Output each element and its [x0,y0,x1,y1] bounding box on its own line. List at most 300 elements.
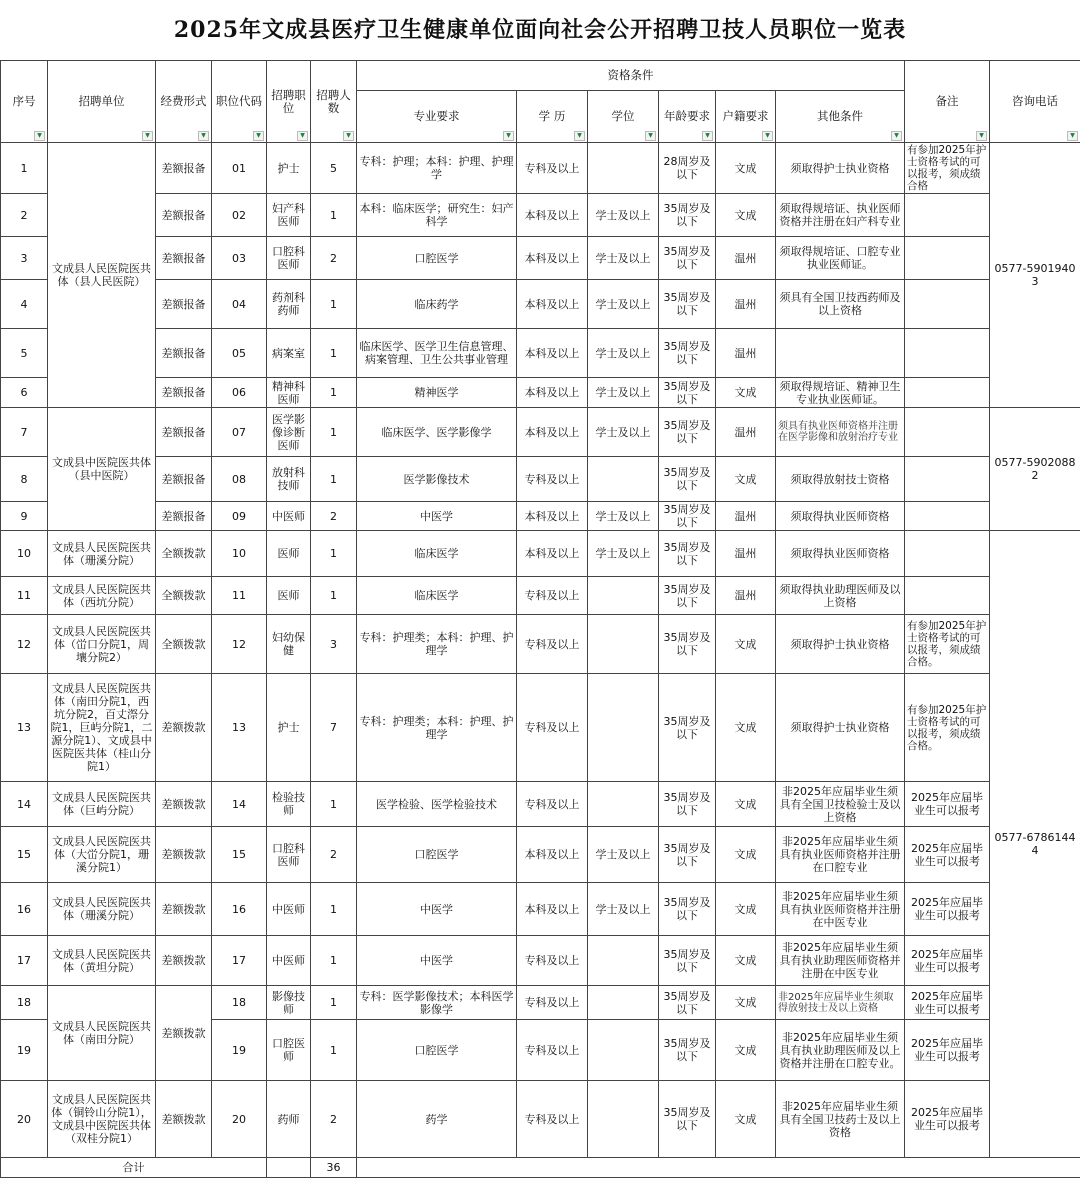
cell-degree [588,577,659,615]
cell-remarks [905,194,990,237]
cell-other: 须取得规培证、精神卫生专业执业医师证。 [776,378,905,408]
dropdown-arrow-icon[interactable]: ▼ [198,131,209,141]
cell-other: 非2025年应届毕业生须具有执业医师资格并注册在口腔专业 [776,827,905,883]
cell-remarks: 2025年应届毕业生可以报考 [905,827,990,883]
cell-education: 本科及以上 [517,194,588,237]
cell-no: 15 [1,827,48,883]
cell-other: 须取得执业医师资格 [776,502,905,531]
cell-no: 20 [1,1081,48,1158]
cell-no: 16 [1,883,48,936]
cell-funding: 差额报备 [156,502,212,531]
cell-remarks: 有参加2025年护士资格考试的可以报考，须成绩合格。 [905,674,990,782]
cell-unit: 文成县人民医院医共体（西坑分院） [48,577,156,615]
cell-no: 8 [1,457,48,502]
cell-education: 专科及以上 [517,674,588,782]
cell-age: 35周岁及以下 [659,827,716,883]
cell-funding: 差额拨款 [156,1081,212,1158]
cell-code: 12 [212,615,267,674]
cell-residence: 文成 [716,827,776,883]
cell-no: 14 [1,782,48,827]
cell-no: 11 [1,577,48,615]
cell-education: 本科及以上 [517,531,588,577]
cell-residence: 文成 [716,782,776,827]
cell-no: 9 [1,502,48,531]
header-count[interactable]: 招聘人数 ▼ [311,61,357,143]
dropdown-arrow-icon[interactable]: ▼ [253,131,264,141]
cell-code: 01 [212,143,267,194]
cell-major: 中医学 [357,936,517,986]
cell-no: 3 [1,237,48,280]
cell-age: 35周岁及以下 [659,1020,716,1081]
header-other[interactable]: 其他条件 ▼ [776,91,905,143]
cell-residence: 文成 [716,143,776,194]
cell-age: 35周岁及以下 [659,378,716,408]
cell-code: 08 [212,457,267,502]
cell-major: 临床药学 [357,280,517,329]
cell-major: 医学影像技术 [357,457,517,502]
cell-position: 药剂科药师 [267,280,311,329]
cell-other: 非2025年应届毕业生须具有全国卫技药士及以上资格 [776,1081,905,1158]
table-row [1,329,1080,378]
cell-funding: 差额报备 [156,329,212,378]
dropdown-arrow-icon[interactable]: ▼ [574,131,585,141]
cell-degree [588,615,659,674]
cell-age: 35周岁及以下 [659,237,716,280]
cell-position: 精神科医师 [267,378,311,408]
cell-position: 中医师 [267,502,311,531]
table-row [1,883,1080,936]
cell-education: 专科及以上 [517,986,588,1020]
cell-count: 1 [311,986,357,1020]
cell-education: 专科及以上 [517,936,588,986]
cell-major: 口腔医学 [357,1020,517,1081]
cell-count: 1 [311,457,357,502]
cell-remarks: 有参加2025年护士资格考试的可以报考，须成绩合格 [905,143,990,194]
cell-major: 临床医学、医学卫生信息管理、病案管理、卫生公共事业管理 [357,329,517,378]
cell-no: 18 [1,986,48,1020]
cell-remarks: 2025年应届毕业生可以报考 [905,1020,990,1081]
cell-other: 须取得护士执业资格 [776,615,905,674]
cell-remarks [905,408,990,457]
cell-remarks [905,531,990,577]
cell-position: 医学影像诊断医师 [267,408,311,457]
cell-major: 中医学 [357,883,517,936]
cell-position: 医师 [267,577,311,615]
dropdown-arrow-icon[interactable]: ▼ [503,131,514,141]
cell-no: 6 [1,378,48,408]
cell-position: 中医师 [267,936,311,986]
cell-residence: 文成 [716,194,776,237]
table-header [1,61,1080,143]
cell-funding: 差额报备 [156,237,212,280]
cell-funding: 差额拨款 [156,883,212,936]
cell-other: 须取得规培证、执业医师资格并注册在妇产科专业 [776,194,905,237]
cell-education: 专科及以上 [517,1020,588,1081]
cell-other [776,329,905,378]
cell-degree: 学士及以上 [588,827,659,883]
table-row [1,280,1080,329]
table-row [1,378,1080,408]
cell-age: 35周岁及以下 [659,883,716,936]
cell-position: 放射科技师 [267,457,311,502]
table-row [1,531,1080,577]
cell-unit: 文成县人民医院医共体（峃口分院1，周壤分院2） [48,615,156,674]
cell-count: 1 [311,194,357,237]
cell-major: 专科：护理类；本科：护理、护理学 [357,674,517,782]
cell-count: 1 [311,378,357,408]
dropdown-arrow-icon[interactable]: ▼ [891,131,902,141]
cell-residence: 文成 [716,378,776,408]
cell-major: 本科：临床医学；研究生：妇产科学 [357,194,517,237]
cell-count: 1 [311,577,357,615]
cell-residence: 温州 [716,531,776,577]
cell-funding: 全额拨款 [156,615,212,674]
cell-code: 11 [212,577,267,615]
cell-degree: 学士及以上 [588,531,659,577]
cell-code: 18 [212,986,267,1020]
cell-funding: 差额报备 [156,143,212,194]
cell-major: 专科：护理类；本科：护理、护理学 [357,615,517,674]
cell-code: 19 [212,1020,267,1081]
cell-other: 须取得执业医师资格 [776,531,905,577]
cell-degree [588,1081,659,1158]
cell-unit: 文成县人民医院医共体（珊溪分院） [48,531,156,577]
cell-other: 须取得执业助理医师及以上资格 [776,577,905,615]
cell-age: 35周岁及以下 [659,986,716,1020]
dropdown-arrow-icon[interactable]: ▼ [297,131,308,141]
table-row [1,143,1080,194]
cell-position: 检验技师 [267,782,311,827]
cell-degree [588,143,659,194]
cell-funding: 差额报备 [156,194,212,237]
cell-age: 35周岁及以下 [659,531,716,577]
cell-degree: 学士及以上 [588,408,659,457]
recruitment-table [0,60,1080,1178]
cell-position: 口腔科医师 [267,827,311,883]
cell-education: 本科及以上 [517,329,588,378]
cell-funding: 全额拨款 [156,577,212,615]
cell-degree [588,936,659,986]
cell-residence: 温州 [716,329,776,378]
cell-unit: 文成县人民医院医共体（南田分院1，西坑分院2，百丈漈分院1，巨屿分院1，二源分院1）、文成县中医院医共体（桂山分院1） [48,674,156,782]
cell-remarks: 2025年应届毕业生可以报考 [905,1081,990,1158]
cell-other: 须取得放射技士资格 [776,457,905,502]
cell-age: 35周岁及以下 [659,457,716,502]
cell-remarks: 有参加2025年护士资格考试的可以报考，须成绩合格。 [905,615,990,674]
cell-education: 本科及以上 [517,502,588,531]
cell-major: 口腔医学 [357,237,517,280]
cell-position: 病案室 [267,329,311,378]
header-remarks[interactable]: 备注 ▼ [905,61,990,143]
cell-phone: 0577-59019403 [990,143,1080,408]
cell-count: 1 [311,936,357,986]
cell-other: 非2025年应届毕业生须取得放射技士及以上资格 [776,986,905,1020]
cell-code: 16 [212,883,267,936]
table-row [1,194,1080,237]
cell-unit: 文成县人民医院医共体（南田分院） [48,986,156,1081]
cell-no: 19 [1,1020,48,1081]
cell-code: 07 [212,408,267,457]
cell-funding: 差额拨款 [156,827,212,883]
total-row [1,1158,1080,1178]
cell-code: 20 [212,1081,267,1158]
cell-other: 须具有执业医师资格并注册在医学影像和放射治疗专业 [776,408,905,457]
cell-degree [588,986,659,1020]
dropdown-arrow-icon[interactable]: ▼ [142,131,153,141]
cell-residence: 温州 [716,280,776,329]
cell-remarks: 2025年应届毕业生可以报考 [905,986,990,1020]
dropdown-arrow-icon[interactable]: ▼ [702,131,713,141]
cell-position: 药师 [267,1081,311,1158]
cell-code: 15 [212,827,267,883]
cell-phone: 0577-59020882 [990,408,1080,531]
table-body [1,143,1080,1178]
cell-remarks: 2025年应届毕业生可以报考 [905,883,990,936]
cell-education: 本科及以上 [517,827,588,883]
dropdown-arrow-icon[interactable]: ▼ [343,131,354,141]
cell-count: 3 [311,615,357,674]
cell-residence: 文成 [716,986,776,1020]
cell-major: 专科：医学影像技术；本科医学影像学 [357,986,517,1020]
cell-position: 中医师 [267,883,311,936]
cell-code: 03 [212,237,267,280]
cell-residence: 文成 [716,457,776,502]
cell-residence: 温州 [716,577,776,615]
header-code[interactable]: 职位代码 ▼ [212,61,267,143]
cell-age: 35周岁及以下 [659,329,716,378]
cell-funding: 差额报备 [156,378,212,408]
cell-major: 专科：护理；本科：护理、护理学 [357,143,517,194]
header-residence[interactable]: 户籍要求 ▼ [716,91,776,143]
cell-degree: 学士及以上 [588,883,659,936]
cell-education: 本科及以上 [517,280,588,329]
cell-education: 专科及以上 [517,577,588,615]
cell-remarks [905,378,990,408]
cell-no: 4 [1,280,48,329]
cell-count: 2 [311,1081,357,1158]
cell-count: 2 [311,827,357,883]
cell-count: 1 [311,1020,357,1081]
cell-count: 2 [311,237,357,280]
cell-funding: 差额报备 [156,457,212,502]
header-position[interactable]: 招聘职位 ▼ [267,61,311,143]
cell-age: 35周岁及以下 [659,1081,716,1158]
cell-degree [588,782,659,827]
cell-funding: 差额报备 [156,280,212,329]
cell-education: 专科及以上 [517,1081,588,1158]
cell-funding: 差额拨款 [156,936,212,986]
cell-residence: 文成 [716,883,776,936]
cell-code: 10 [212,531,267,577]
table-row [1,502,1080,531]
cell-position: 护士 [267,674,311,782]
cell-major: 医学检验、医学检验技术 [357,782,517,827]
cell-age: 35周岁及以下 [659,615,716,674]
cell-other: 须取得护士执业资格 [776,674,905,782]
cell-age: 35周岁及以下 [659,502,716,531]
dropdown-arrow-icon[interactable]: ▼ [1067,131,1078,141]
cell-major: 口腔医学 [357,827,517,883]
header-age[interactable]: 年龄要求 ▼ [659,91,716,143]
cell-remarks [905,577,990,615]
cell-other: 须取得规培证、口腔专业执业医师证。 [776,237,905,280]
cell-no: 17 [1,936,48,986]
cell-other: 非2025年应届毕业生须具有执业助理医师及以上资格并注册在口腔专业。 [776,1020,905,1081]
cell-age: 35周岁及以下 [659,408,716,457]
cell-degree: 学士及以上 [588,329,659,378]
cell-major: 临床医学 [357,577,517,615]
cell-position: 口腔医师 [267,1020,311,1081]
cell-position: 妇幼保健 [267,615,311,674]
cell-major: 精神医学 [357,378,517,408]
cell-code: 09 [212,502,267,531]
cell-no: 2 [1,194,48,237]
cell-funding: 差额拨款 [156,986,212,1081]
cell-education: 专科及以上 [517,143,588,194]
cell-age: 35周岁及以下 [659,194,716,237]
cell-position: 护士 [267,143,311,194]
cell-position: 医师 [267,531,311,577]
cell-degree [588,457,659,502]
cell-age: 35周岁及以下 [659,674,716,782]
table-row [1,827,1080,883]
cell-no: 5 [1,329,48,378]
cell-major: 临床医学、医学影像学 [357,408,517,457]
cell-degree: 学士及以上 [588,194,659,237]
cell-other: 非2025年应届毕业生须具有执业助理医师资格并注册在中医专业 [776,936,905,986]
cell-degree: 学士及以上 [588,237,659,280]
cell-education: 专科及以上 [517,782,588,827]
cell-degree [588,674,659,782]
cell-major: 药学 [357,1081,517,1158]
cell-residence: 文成 [716,1020,776,1081]
cell-degree: 学士及以上 [588,280,659,329]
cell-degree: 学士及以上 [588,378,659,408]
total-count: 36 [311,1158,357,1178]
cell-funding: 差额拨款 [156,782,212,827]
header-qualifications: 资格条件 [357,61,905,91]
cell-other: 须取得护士执业资格 [776,143,905,194]
cell-unit: 文成县人民医院医共体（铜铃山分院1），文成县中医院医共体（双桂分院1） [48,1081,156,1158]
header-funding[interactable]: 经费形式 ▼ [156,61,212,143]
cell-education: 本科及以上 [517,237,588,280]
cell-no: 12 [1,615,48,674]
table-row [1,408,1080,457]
cell-code: 06 [212,378,267,408]
table-row [1,615,1080,674]
cell-count: 2 [311,502,357,531]
cell-unit: 文成县人民医院医共体（县人民医院） [48,143,156,408]
header-unit[interactable]: 招聘单位 ▼ [48,61,156,143]
cell-unit: 文成县人民医院医共体（巨屿分院） [48,782,156,827]
cell-residence: 文成 [716,1081,776,1158]
table-row [1,1081,1080,1158]
dropdown-arrow-icon[interactable]: ▼ [762,131,773,141]
cell-remarks [905,457,990,502]
cell-position: 口腔科医师 [267,237,311,280]
header-phone[interactable]: 咨询电话 ▼ [990,61,1080,143]
total-filler [357,1158,1080,1178]
cell-education: 本科及以上 [517,408,588,457]
cell-major: 中医学 [357,502,517,531]
cell-other: 须具有全国卫技西药师及以上资格 [776,280,905,329]
table-row [1,237,1080,280]
cell-count: 1 [311,782,357,827]
total-label: 合计 [1,1158,267,1178]
cell-remarks [905,329,990,378]
cell-count: 1 [311,883,357,936]
cell-unit: 文成县人民医院医共体（珊溪分院） [48,883,156,936]
cell-age: 35周岁及以下 [659,782,716,827]
header-degree[interactable]: 学位 ▼ [588,91,659,143]
cell-age: 35周岁及以下 [659,577,716,615]
cell-unit: 文成县中医院医共体（县中医院） [48,408,156,531]
cell-count: 5 [311,143,357,194]
page-title: 2025年文成县医疗卫生健康单位面向社会公开招聘卫技人员职位一览表 [0,0,1080,60]
header-major[interactable]: 专业要求 ▼ [357,91,517,143]
cell-remarks: 2025年应届毕业生可以报考 [905,936,990,986]
cell-other: 非2025年应届毕业生须具有执业医师资格并注册在中医专业 [776,883,905,936]
cell-funding: 全额拨款 [156,531,212,577]
cell-remarks [905,237,990,280]
dropdown-arrow-icon[interactable]: ▼ [645,131,656,141]
cell-count: 1 [311,408,357,457]
cell-code: 17 [212,936,267,986]
cell-residence: 温州 [716,237,776,280]
header-no[interactable]: 序号 ▼ [1,61,48,143]
cell-position: 影像技师 [267,986,311,1020]
cell-no: 1 [1,143,48,194]
dropdown-arrow-icon[interactable]: ▼ [976,131,987,141]
table-row [1,936,1080,986]
cell-residence: 文成 [716,674,776,782]
table-row [1,782,1080,827]
cell-no: 10 [1,531,48,577]
cell-code: 13 [212,674,267,782]
cell-other: 非2025年应届毕业生须具有全国卫技检验士及以上资格 [776,782,905,827]
cell-major: 临床医学 [357,531,517,577]
cell-age: 28周岁及以下 [659,143,716,194]
cell-unit: 文成县人民医院医共体（黄坦分院） [48,936,156,986]
cell-no: 13 [1,674,48,782]
table-row [1,457,1080,502]
cell-education: 专科及以上 [517,457,588,502]
cell-funding: 差额拨款 [156,674,212,782]
cell-count: 1 [311,531,357,577]
cell-remarks [905,280,990,329]
cell-position: 妇产科医师 [267,194,311,237]
cell-education: 本科及以上 [517,883,588,936]
header-education[interactable]: 学 历 ▼ [517,91,588,143]
cell-remarks [905,502,990,531]
cell-residence: 文成 [716,615,776,674]
cell-age: 35周岁及以下 [659,936,716,986]
cell-phone: 0577-67861444 [990,531,1080,1158]
cell-residence: 温州 [716,408,776,457]
cell-remarks: 2025年应届毕业生可以报考 [905,782,990,827]
cell-education: 本科及以上 [517,378,588,408]
cell-code: 05 [212,329,267,378]
dropdown-arrow-icon[interactable]: ▼ [34,131,45,141]
cell-code: 04 [212,280,267,329]
cell-degree: 学士及以上 [588,502,659,531]
table-row [1,577,1080,615]
cell-funding: 差额报备 [156,408,212,457]
cell-no: 7 [1,408,48,457]
cell-code: 14 [212,782,267,827]
cell-unit: 文成县人民医院医共体（大峃分院1，珊溪分院1） [48,827,156,883]
cell-count: 7 [311,674,357,782]
